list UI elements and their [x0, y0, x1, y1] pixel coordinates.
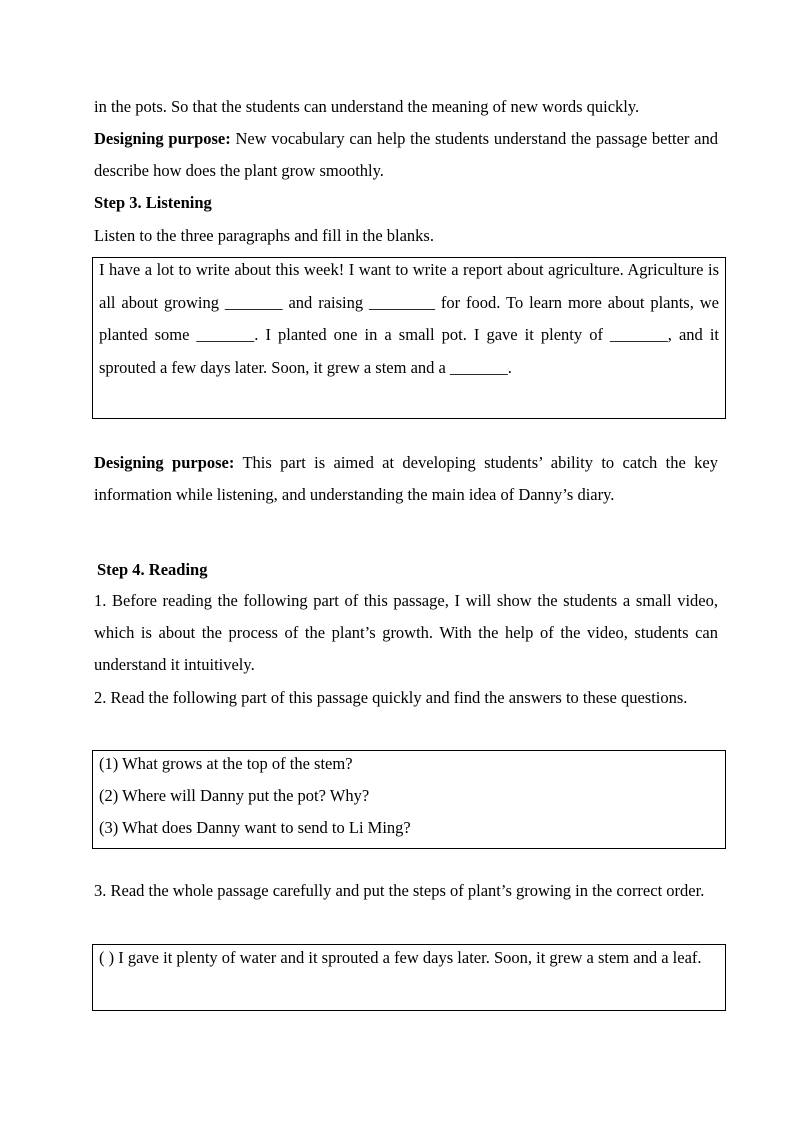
purpose-label: Designing purpose:: [94, 453, 235, 472]
step4-item-2: 2. Read the following part of this passage quickly and find the answers to these questions.: [94, 688, 688, 707]
step3-instruction: Listen to the three paragraphs and fill in the blanks.: [94, 226, 434, 245]
purpose-text: New vocabulary can help the students understand the passage better and describe how does the plant grow smoothly.: [94, 129, 718, 180]
intro-text: in the pots. So that the students can understand the meaning of new words quickly.: [94, 97, 640, 116]
listening-passage: I have a lot to write about this week! I want to write a report about agriculture. Agriculture is all about growing _______ and raising ________ for food. To learn more about plants, we planted some _______. I planted one in a small pot. I gave it plenty of _______, and it sprouted a few days later. Soon, it grew a stem and a _______.: [99, 260, 719, 377]
question: (1) What grows at the top of the stem?: [99, 754, 353, 773]
step4-item-1: 1. Before reading the following part of this passage, I will show the students a small video, which is about the process of the plant’s growth. With the help of the video, students can understand it intuitively.: [94, 591, 718, 674]
step3-heading: Step 3. Listening: [94, 193, 212, 212]
step4-item-3: 3. Read the whole passage carefully and put the steps of plant’s growing in the correct order.: [94, 881, 705, 900]
question: (2) Where will Danny put the pot? Why?: [99, 786, 370, 805]
designing-purpose-1: [94, 123, 718, 187]
question: (3) What does Danny want to send to Li Ming?: [99, 818, 411, 837]
questions-box: [92, 750, 726, 849]
purpose-text: This part is aimed at developing students’ ability to catch the key information while listening, and understanding the main idea of Danny’s diary.: [94, 453, 718, 504]
listening-passage-box: [92, 257, 726, 419]
step4-heading: Step 4. Reading: [97, 560, 208, 579]
order-box: [92, 944, 726, 1011]
order-item: ( ) I gave it plenty of water and it sprouted a few days later. Soon, it grew a stem and a leaf.: [99, 948, 702, 967]
purpose-label: Designing purpose:: [94, 129, 231, 148]
designing-purpose-2: [94, 447, 718, 511]
